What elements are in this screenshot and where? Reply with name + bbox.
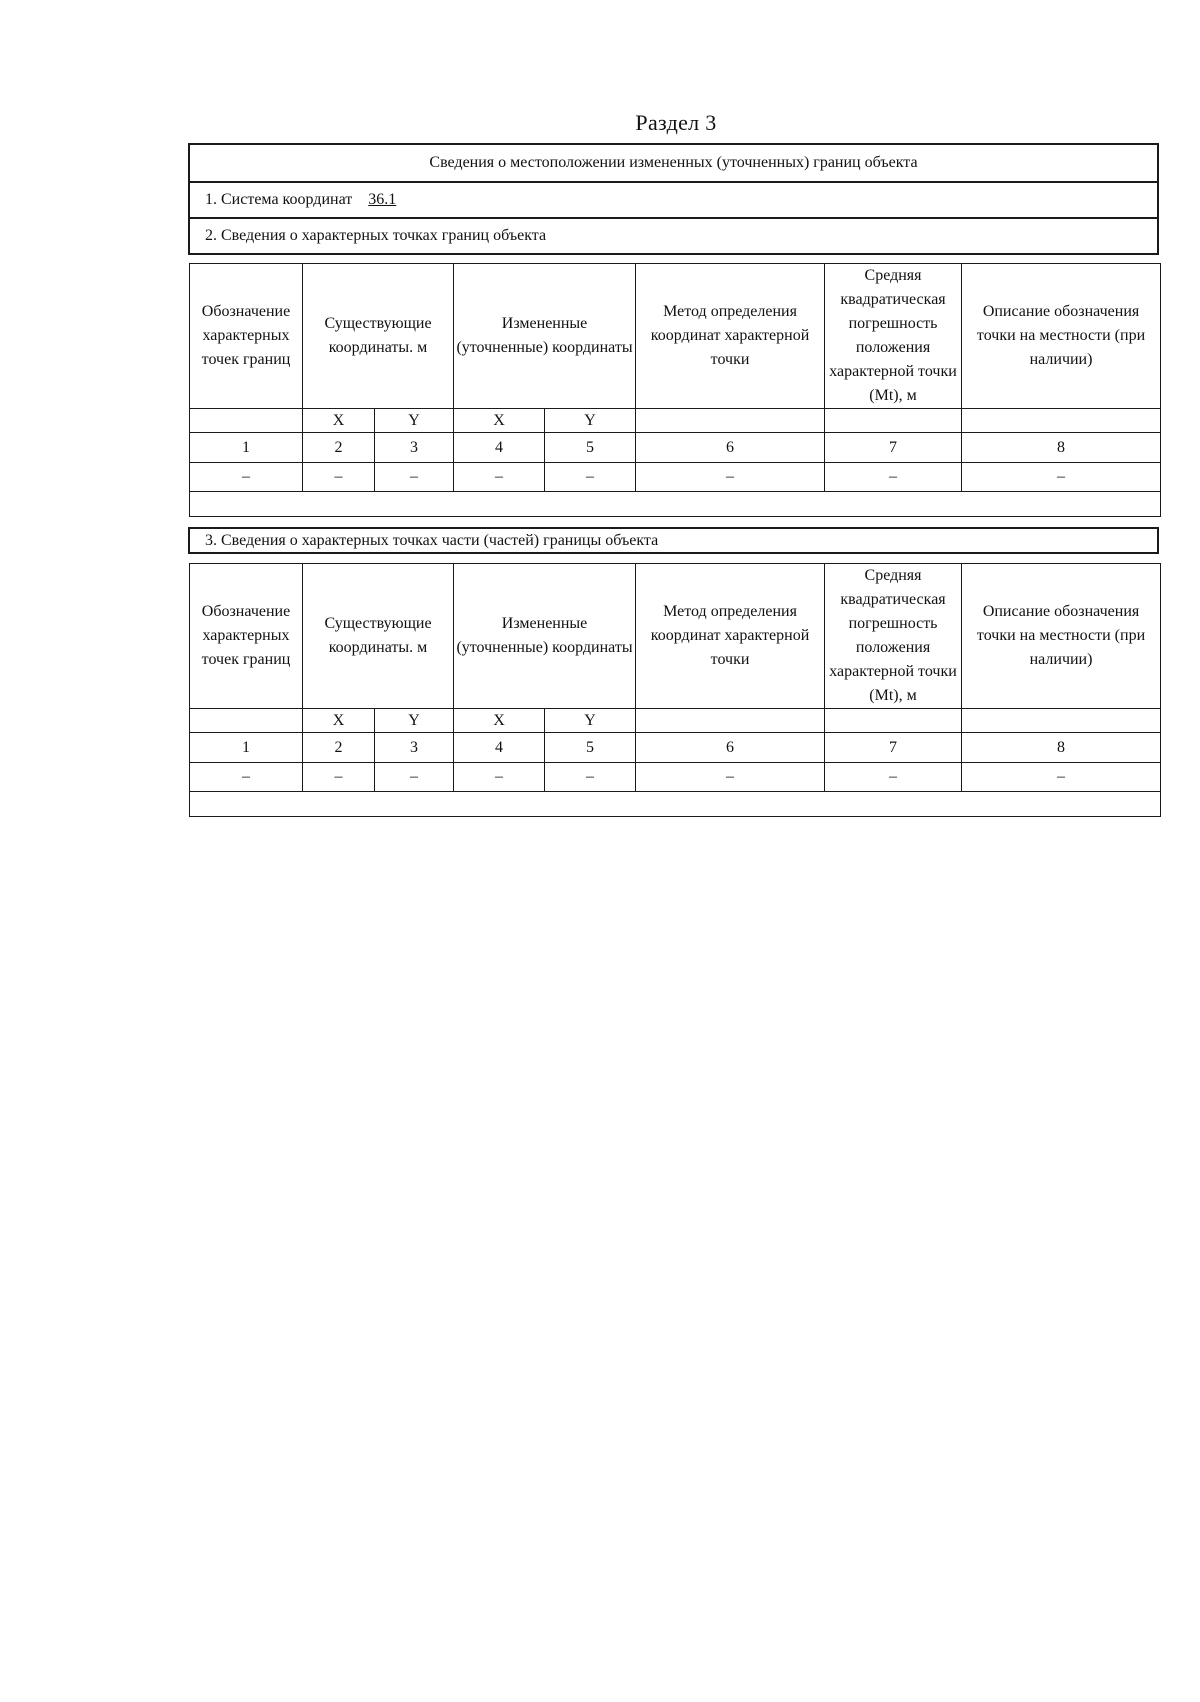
column-number: 7 — [825, 733, 962, 763]
object-info-header — [188, 143, 1159, 255]
col-description-header: Описание обозначения точки на местности (при наличии) — [962, 564, 1161, 709]
col-error-header: Средняя квадратическая погрешность положения характерной точки (Mt), м — [825, 564, 962, 709]
col-description-header: Описание обозначения точки на местности (при наличии) — [962, 264, 1161, 409]
column-number: 8 — [962, 433, 1161, 463]
col-method-header: Метод определения координат характерной точки — [636, 264, 825, 409]
dash-cell: – — [962, 463, 1161, 492]
dash-cell: – — [825, 463, 962, 492]
xy-blank-cell — [825, 409, 962, 433]
column-number: 6 — [636, 433, 825, 463]
column-number: 8 — [962, 733, 1161, 763]
empty-row — [190, 492, 1161, 517]
xy-blank-cell — [190, 409, 303, 433]
header-title-row — [190, 145, 1157, 181]
changed-y-header: Y — [545, 409, 636, 433]
changed-x-header: X — [454, 409, 545, 433]
table-row — [190, 463, 1161, 492]
col-method-header: Метод определения координат характерной точки — [636, 564, 825, 709]
dash-cell: – — [375, 763, 454, 792]
column-number: 2 — [303, 733, 375, 763]
column-number: 3 — [375, 433, 454, 463]
xy-blank-cell — [636, 409, 825, 433]
column-number-row — [190, 433, 1161, 463]
column-number: 2 — [303, 433, 375, 463]
column-number: 5 — [545, 733, 636, 763]
dash-cell: – — [190, 463, 303, 492]
existing-y-header: Y — [375, 709, 454, 733]
column-number: 1 — [190, 433, 303, 463]
column-number: 5 — [545, 433, 636, 463]
column-number: 3 — [375, 733, 454, 763]
coord-system-label: 1. Система координат — [205, 191, 353, 208]
coord-system-value: 36.1 — [368, 191, 397, 208]
col-designation-header: Обозначение характерных точек границ — [190, 264, 303, 409]
section3-heading: 3. Сведения о характерных точках части (частей) границы объекта — [205, 531, 659, 549]
col-existing-header: Существующие координаты. м — [303, 564, 454, 709]
dash-cell: – — [545, 763, 636, 792]
column-number: 7 — [825, 433, 962, 463]
changed-y-header: Y — [545, 709, 636, 733]
dash-cell: – — [375, 463, 454, 492]
column-number: 6 — [636, 733, 825, 763]
col-designation-header: Обозначение характерных точек границ — [190, 564, 303, 709]
part-points-table — [189, 563, 1161, 817]
table-row — [190, 763, 1161, 792]
changed-x-header: X — [454, 709, 545, 733]
column-number: 1 — [190, 733, 303, 763]
dash-cell: – — [303, 463, 375, 492]
col-changed-header: Измененные (уточненные) координаты — [454, 264, 636, 409]
dash-cell: – — [454, 463, 545, 492]
col-existing-header: Существующие координаты. м — [303, 264, 454, 409]
xy-blank-cell — [825, 709, 962, 733]
section-title: Раздел 3 — [635, 110, 717, 135]
xy-blank-cell — [190, 709, 303, 733]
empty-row — [190, 792, 1161, 817]
dash-cell: – — [303, 763, 375, 792]
dash-cell: – — [636, 463, 825, 492]
xy-blank-cell — [962, 709, 1161, 733]
boundary-points-table — [189, 263, 1161, 517]
xy-blank-cell — [962, 409, 1161, 433]
dash-cell: – — [825, 763, 962, 792]
points-heading: 2. Сведения о характерных точках границ объекта — [205, 227, 547, 244]
dash-cell: – — [636, 763, 825, 792]
coord-system-row — [190, 181, 1157, 217]
existing-x-header: X — [303, 709, 375, 733]
column-number: 4 — [454, 733, 545, 763]
dash-cell: – — [190, 763, 303, 792]
column-number-row — [190, 733, 1161, 763]
dash-cell: – — [545, 463, 636, 492]
existing-y-header: Y — [375, 409, 454, 433]
col-error-header: Средняя квадратическая погрешность положения характерной точки (Mt), м — [825, 264, 962, 409]
dash-cell: – — [454, 763, 545, 792]
existing-x-header: X — [303, 409, 375, 433]
part-points-heading-box — [188, 527, 1159, 554]
col-changed-header: Измененные (уточненные) координаты — [454, 564, 636, 709]
dash-cell: – — [962, 763, 1161, 792]
column-number: 4 — [454, 433, 545, 463]
header-title: Сведения о местоположении измененных (уточненных) границ объекта — [429, 154, 918, 171]
points-heading-row — [190, 217, 1157, 253]
xy-blank-cell — [636, 709, 825, 733]
